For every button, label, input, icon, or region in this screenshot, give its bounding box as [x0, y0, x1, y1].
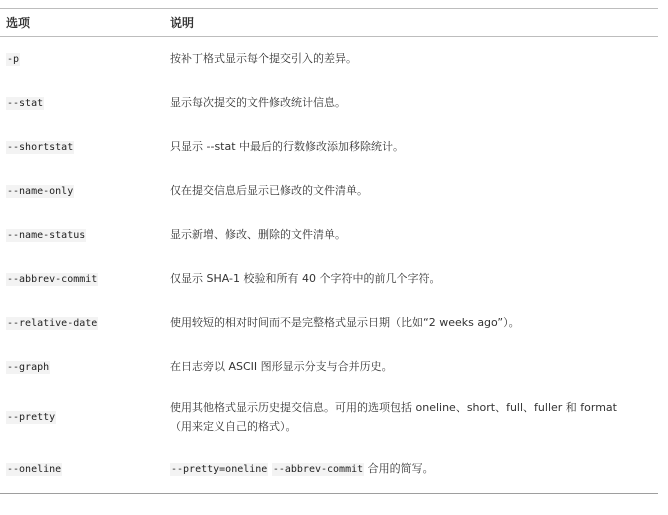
table-row	[0, 445, 658, 494]
table-row	[0, 169, 658, 213]
option-cell	[0, 169, 164, 213]
option-code: -p	[7, 53, 20, 65]
option-code: --graph	[7, 361, 50, 373]
option-code: --shortstat	[7, 141, 74, 153]
option-code: --name-only	[7, 185, 74, 197]
table-header	[0, 9, 658, 37]
table-row	[0, 301, 658, 345]
option-cell	[0, 81, 164, 125]
description-inline-code: --pretty=oneline	[171, 463, 268, 475]
option-code: --abbrev-commit	[7, 273, 98, 285]
description-text: 中最后的行数修改添加移除统计。	[235, 140, 405, 153]
option-code: --name-status	[7, 229, 86, 241]
description-cell	[164, 445, 658, 494]
description-cell: 显示新增、修改、删除的文件清单。	[170, 228, 346, 241]
option-cell	[0, 389, 164, 445]
description-cell	[164, 125, 658, 169]
option-code: --relative-date	[7, 317, 98, 329]
table-row	[0, 389, 658, 445]
option-cell	[0, 445, 164, 494]
description-text: 合用的简写。	[364, 461, 434, 475]
table-row	[0, 345, 658, 389]
option-cell	[0, 345, 164, 389]
option-code: --stat	[7, 97, 44, 109]
description-cell: 使用较短的相对时间而不是完整格式显示日期（比如“2 weeks ago”）。	[170, 316, 520, 329]
option-cell	[0, 37, 164, 81]
option-cell	[0, 257, 164, 301]
description-cell: 仅显示 SHA-1 校验和所有 40 个字符中的前几个字符。	[170, 272, 441, 285]
option-code: --pretty	[7, 411, 56, 423]
option-code: --oneline	[7, 463, 62, 475]
description-text: 只显示	[170, 140, 207, 153]
table-row	[0, 213, 658, 257]
table-row	[0, 37, 658, 81]
table-row	[0, 257, 658, 301]
description-cell: 显示每次提交的文件修改统计信息。	[170, 96, 346, 109]
option-cell	[0, 301, 164, 345]
option-cell	[0, 125, 164, 169]
description-cell: 按补丁格式显示每个提交引入的差异。	[170, 52, 357, 66]
description-cell: 使用其他格式显示历史提交信息。可用的选项包括 oneline、short、full、fuller 和 format（用来定义自己的格式）。	[170, 400, 617, 433]
option-cell	[0, 213, 164, 257]
header-option: 选项	[6, 16, 31, 30]
header-row	[0, 9, 658, 37]
options-table-container	[0, 8, 660, 494]
description-inline-code: --abbrev-commit	[272, 463, 364, 475]
git-log-options-table	[0, 8, 658, 494]
description-inline-code: --stat	[206, 140, 236, 153]
table-row	[0, 81, 658, 125]
header-description: 说明	[170, 16, 195, 30]
table-body	[0, 37, 658, 494]
description-cell: 在日志旁以 ASCII 图形显示分支与合并历史。	[170, 360, 393, 373]
table-row	[0, 125, 658, 169]
description-cell: 仅在提交信息后显示已修改的文件清单。	[170, 184, 368, 197]
